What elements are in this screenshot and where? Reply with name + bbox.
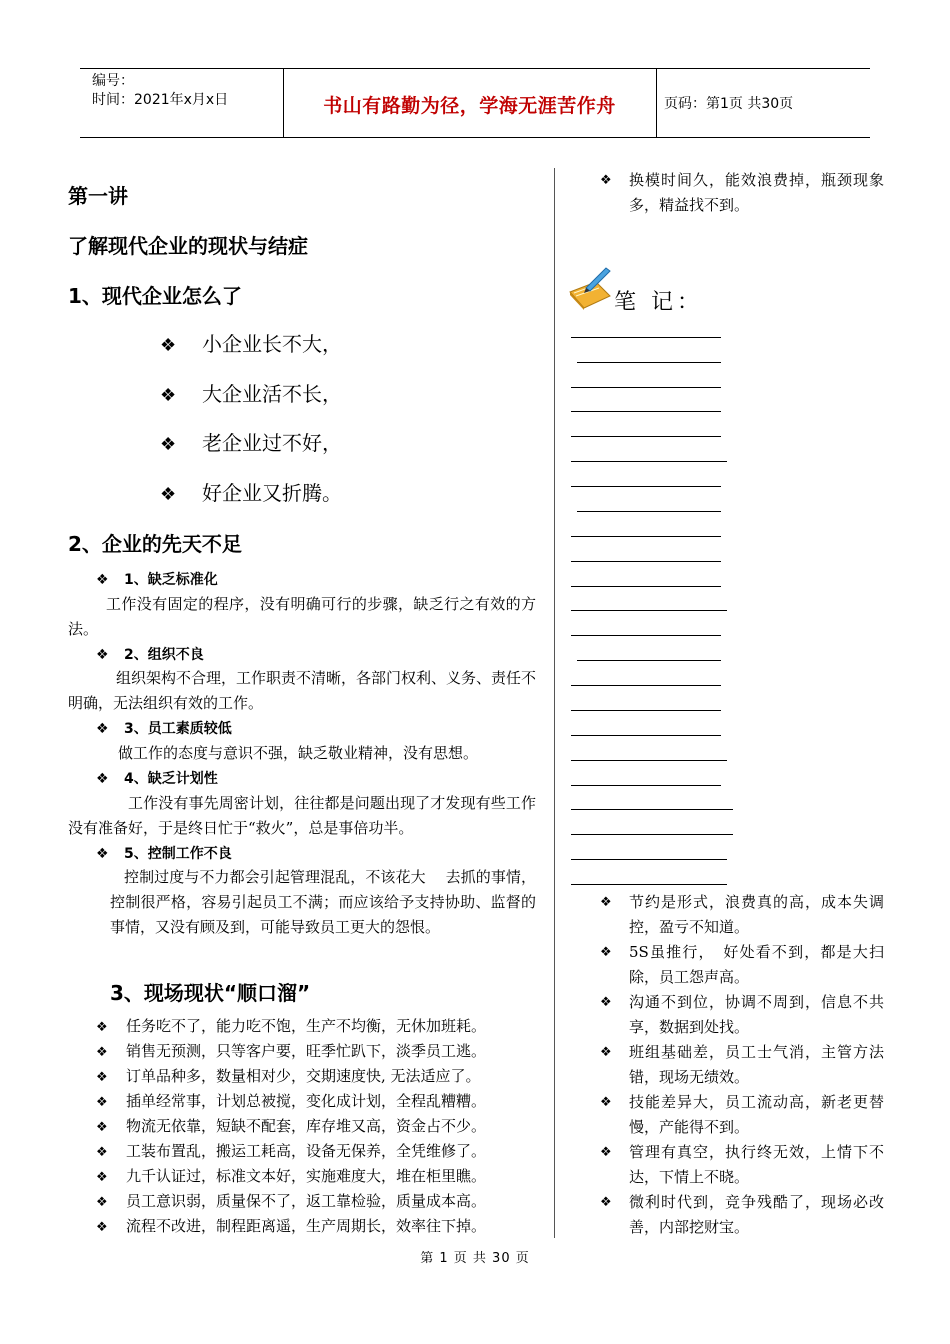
note-line: [571, 387, 721, 388]
diamond-bullet-icon: ❖: [160, 434, 177, 455]
notes-title: 笔 记：: [614, 290, 703, 315]
list-item: ❖ 任务吃不了，能力吃不饱，生产不均衡，无休加班耗。: [96, 1014, 536, 1039]
note-line: [571, 685, 721, 686]
header-page-label: 页码：第1页 共30页: [664, 96, 794, 112]
section2-heading: ❖ 3、员工素质较低: [96, 721, 232, 737]
section2-body: 工作没有固定的程序，没有明确可行的步骤，缺乏行之有效的方法。: [68, 595, 536, 638]
diamond-bullet-icon: ❖: [96, 721, 109, 737]
section2-heading: ❖ 5、控制工作不良: [96, 846, 232, 862]
diamond-bullet-icon: ❖: [600, 1045, 612, 1060]
header-meta: [92, 72, 228, 110]
diamond-bullet-icon: ❖: [160, 335, 177, 356]
lecture-title: 第一讲: [68, 184, 128, 208]
list-item: ❖ 九千认证过，标准文本好，实施难度大，堆在柜里瞧。: [96, 1164, 536, 1189]
diamond-bullet-icon: ❖: [600, 945, 612, 960]
section1-item: ❖ 老企业过不好，: [160, 431, 342, 455]
diamond-bullet-icon: ❖: [96, 572, 109, 588]
diamond-bullet-icon: ❖: [600, 1095, 612, 1110]
section1-item: ❖ 好企业又折腾。: [160, 481, 342, 505]
header-separator: [656, 69, 657, 137]
section2-body: 工作没有事先周密计划，往往都是问题出现了才发现有些工作没有准备好，于是终日忙于“救火”，总是事倍功半。: [68, 794, 536, 837]
section2-body: 控制过度与不力都会引起管理混乱，不该花大 去抓的事情，控制很严格，容易引起员工不满；而应该给予支持协助、监督的事情，又没有顾及到，可能导致员工更大的怨恨。: [110, 868, 536, 936]
page-footer: 第 1 页 共 30 页: [420, 1251, 530, 1266]
diamond-bullet-icon: ❖: [96, 1170, 108, 1185]
note-line: [571, 436, 721, 437]
list-item: ❖ 订单品种多，数量相对少，交期速度快, 无法适应了。: [96, 1064, 536, 1089]
diamond-bullet-icon: ❖: [96, 647, 109, 663]
note-line: [571, 735, 721, 736]
time-label: 时间：2021年x月x日: [92, 92, 229, 108]
diamond-bullet-icon: ❖: [600, 1195, 612, 1210]
header-motto: 书山有路勤为径，学海无涯苦作舟: [323, 95, 616, 117]
diamond-bullet-icon: ❖: [96, 1195, 108, 1210]
number-label: 编号：: [92, 73, 134, 89]
list-item: ❖ 物流无依靠，短缺不配套，库存堆又高，资金占不少。: [96, 1114, 536, 1139]
list-item: ❖ 员工意识弱，质量保不了，返工靠检验，质量成本高。: [96, 1189, 536, 1214]
section2-heading: ❖ 1、缺乏标准化: [96, 572, 218, 588]
right-list-item: ❖ 班组基础差，员工士气消，主管方法错，现场无绩效。: [600, 1040, 884, 1090]
lecture-subtitle: 了解现代企业的现状与结症: [68, 234, 308, 258]
note-line: [571, 785, 721, 786]
diamond-bullet-icon: ❖: [96, 1145, 108, 1160]
right-list-item: ❖ 沟通不到位，协调不周到，信息不共享，数据到处找。: [600, 990, 884, 1040]
right-list-item: ❖ 微利时代到，竞争残酷了，现场必改善，内部挖财宝。: [600, 1190, 884, 1240]
note-line: [571, 461, 727, 462]
section2-body: 组织架构不合理，工作职责不清晰，各部门权利、义务、责任不明确，无法组织有效的工作。: [68, 669, 537, 712]
right-list-item: ❖ 节约是形式，浪费真的高，成本失调控，盈亏不知道。: [600, 890, 884, 940]
note-line: [571, 760, 727, 761]
section1-item: ❖ 小企业长不大，: [160, 332, 342, 356]
note-line: [571, 536, 721, 537]
section2-title: 2、企业的先天不足: [68, 532, 242, 556]
list-item: ❖ 工装布置乱，搬运工耗高，设备无保养，全凭维修了。: [96, 1139, 536, 1164]
diamond-bullet-icon: ❖: [600, 995, 612, 1010]
note-line: [571, 337, 721, 338]
diamond-bullet-icon: ❖: [96, 771, 109, 787]
diamond-bullet-icon: ❖: [600, 173, 612, 188]
note-line: [571, 411, 721, 412]
notebook-pencil-icon: [566, 266, 616, 310]
note-line: [577, 660, 721, 661]
right-list-item: ❖ 换模时间久，能效浪费掉，瓶颈现象多，精益找不到。: [600, 168, 884, 218]
note-line: [577, 362, 721, 363]
right-list-item: ❖ 技能差异大，员工流动高，新老更替慢，产能得不到。: [600, 1090, 884, 1140]
note-line: [577, 511, 721, 512]
section2-body: 做工作的态度与意识不强，缺乏敬业精神，没有思想。: [118, 744, 479, 762]
column-divider: [554, 168, 555, 1238]
diamond-bullet-icon: ❖: [96, 1020, 108, 1035]
section1-title: 1、现代企业怎么了: [68, 284, 242, 308]
page-header: [80, 68, 870, 138]
list-item: ❖ 插单经常事，计划总被搅，变化成计划，全程乱糟糟。: [96, 1089, 536, 1114]
diamond-bullet-icon: ❖: [96, 1045, 108, 1060]
diamond-bullet-icon: ❖: [160, 484, 177, 505]
note-line: [571, 884, 727, 885]
diamond-bullet-icon: ❖: [96, 1120, 108, 1135]
section3-list: [96, 1014, 536, 1239]
diamond-bullet-icon: ❖: [160, 385, 177, 406]
note-line: [571, 859, 727, 860]
note-line: [571, 561, 721, 562]
diamond-bullet-icon: ❖: [96, 846, 109, 862]
note-line: [571, 586, 721, 587]
right-list-item: ❖ 5S虽推行， 好处看不到，都是大扫除，员工怨声高。: [600, 940, 884, 990]
note-line: [571, 710, 721, 711]
note-line: [571, 486, 721, 487]
list-item: ❖ 流程不改进，制程距离遥，生产周期长，效率往下掉。: [96, 1214, 536, 1239]
note-line: [571, 834, 733, 835]
diamond-bullet-icon: ❖: [600, 895, 612, 910]
diamond-bullet-icon: ❖: [96, 1095, 108, 1110]
note-line: [571, 635, 721, 636]
note-line: [571, 610, 727, 611]
right-list-item: ❖ 管理有真空，执行终无效，上情下不达，下情上不晓。: [600, 1140, 884, 1190]
section2-heading: ❖ 2、组织不良: [96, 647, 204, 663]
diamond-bullet-icon: ❖: [600, 1145, 612, 1160]
section3-title: 3、现场现状“顺口溜”: [110, 981, 311, 1005]
note-line: [571, 809, 733, 810]
list-item: ❖ 销售无预测，只等客户要，旺季忙趴下，淡季员工逃。: [96, 1039, 536, 1064]
section2-heading: ❖ 4、缺乏计划性: [96, 771, 218, 787]
diamond-bullet-icon: ❖: [96, 1070, 108, 1085]
section1-item: ❖ 大企业活不长，: [160, 382, 342, 406]
diamond-bullet-icon: ❖: [96, 1220, 108, 1235]
